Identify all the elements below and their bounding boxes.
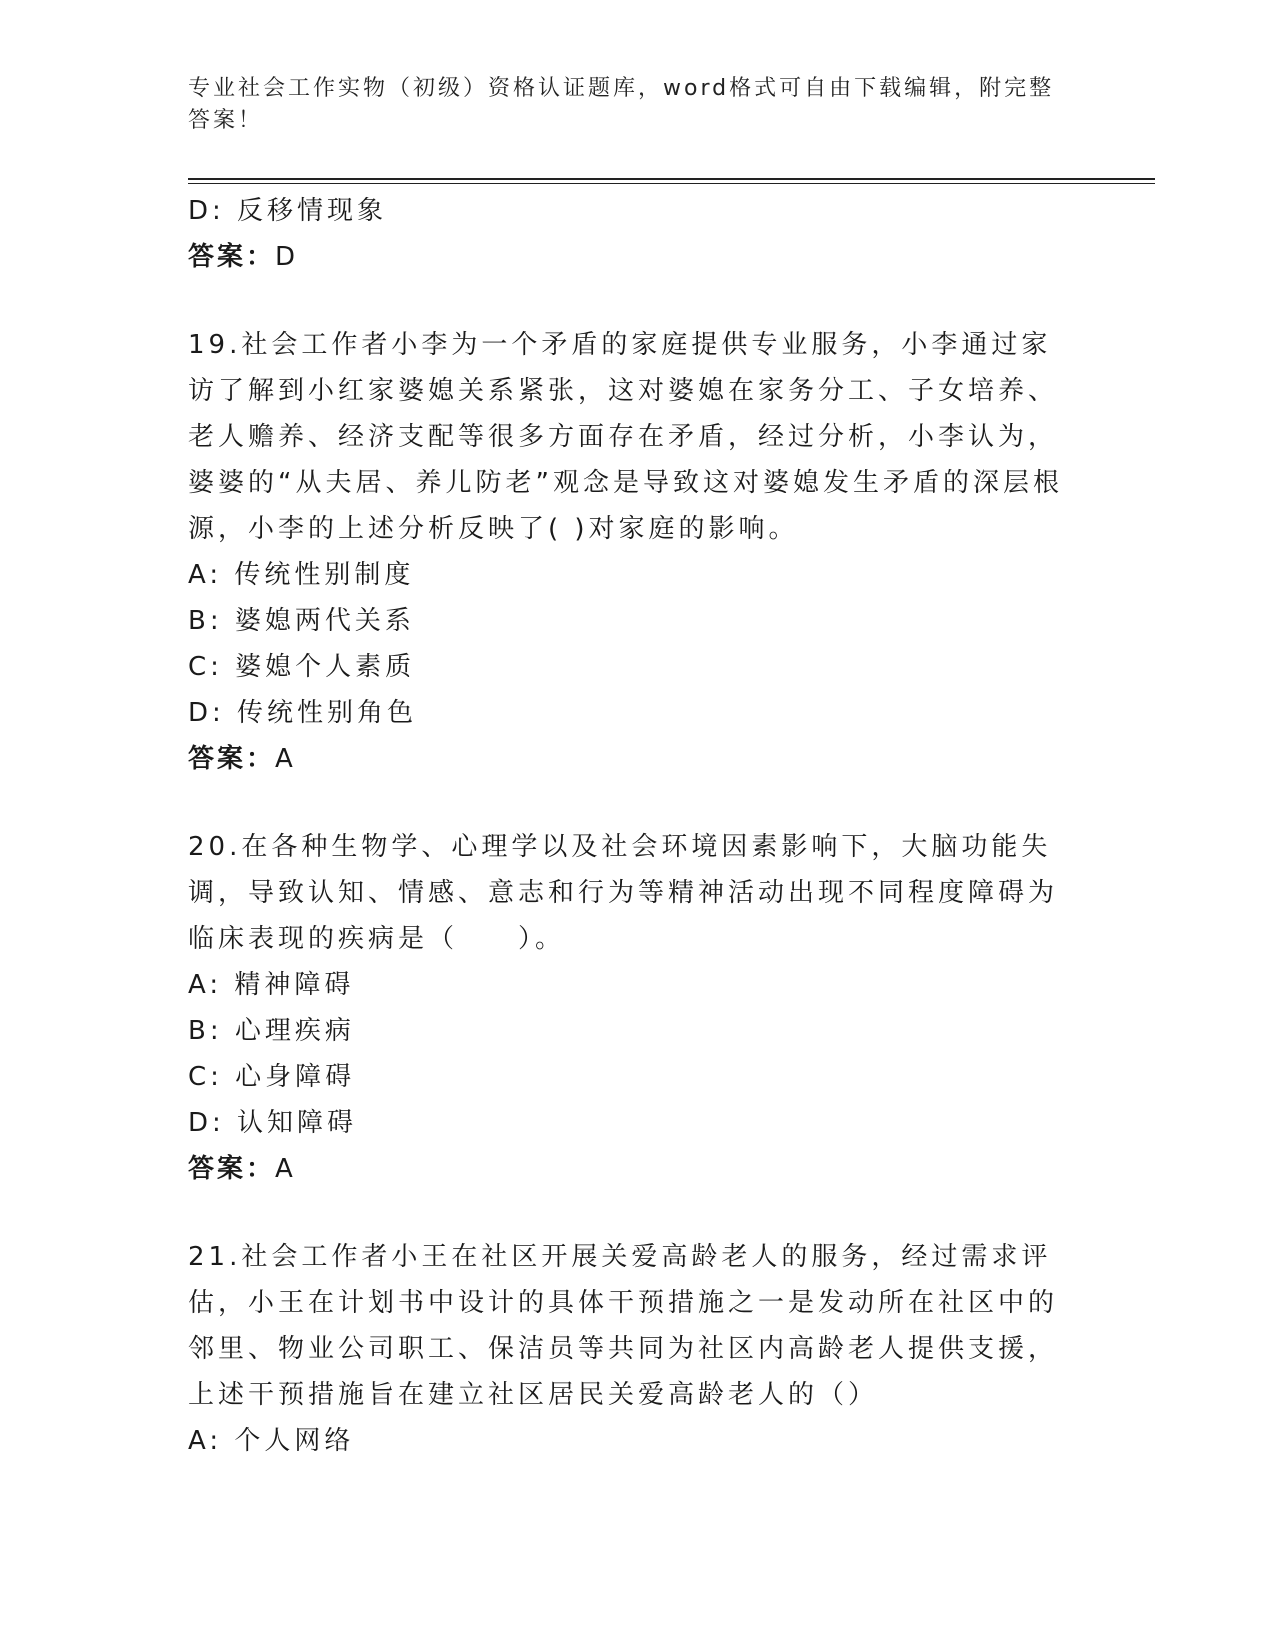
header-rule [188,178,1155,180]
answer-line [188,736,1088,782]
question-stem: 20.在各种生物学、心理学以及社会环境因素影响下，大脑功能失调，导致认知、情感、意志和行为等精神活动出现不同程度障碍为临床表现的疾病是（ ）。 [188,832,1059,954]
answer-value: D [275,242,299,272]
question-stem: 21.社会工作者小王在社区开展关爱高龄老人的服务，经过需求评估，小王在计划书中设计的具体干预措施之一是发动所在社区中的邻里、物业公司职工、保洁员等共同为社区内高龄老人提供支援，上述干预措施旨在建立社区居民关爱高龄老人的（） [188,1242,1059,1410]
option-c: C: 心身障碍 [188,1062,356,1092]
question-21 [188,1234,1088,1464]
question-20 [188,824,1088,1192]
answer-label: 答案： [188,744,276,774]
document-body [188,188,1088,1464]
option-d: D: 反移情现象 [188,196,388,226]
option-d: D: 认知障碍 [188,1108,358,1138]
option-a: A: 个人网络 [188,1426,355,1456]
answer-label: 答案： [188,242,276,272]
answer-value: A [275,744,296,774]
answer-line [188,1146,1088,1192]
answer-line [188,234,1088,280]
document-header: 专业社会工作实物（初级）资格认证题库，word格式可自由下载编辑，附完整答案！ [188,76,1055,133]
question-19 [188,322,1088,782]
option-d: D: 传统性别角色 [188,698,418,728]
header-rule-thin [188,183,1155,184]
option-b: B: 心理疾病 [188,1016,355,1046]
option-b: B: 婆媳两代关系 [188,606,415,636]
option-c: C: 婆媳个人素质 [188,652,416,682]
answer-value: A [275,1154,296,1184]
option-a: A: 精神障碍 [188,970,355,1000]
option-a: A: 传统性别制度 [188,560,415,590]
question-stem: 19.社会工作者小李为一个矛盾的家庭提供专业服务，小李通过家访了解到小红家婆媳关系紧张，这对婆媳在家务分工、子女培养、老人赡养、经济支配等很多方面存在矛盾，经过分析，小李认为，婆婆的“从夫居、养儿防老”观念是导致这对婆媳发生矛盾的深层根源，小李的上述分析反映了( )对家庭的影响。 [188,330,1063,544]
answer-label: 答案： [188,1154,276,1184]
